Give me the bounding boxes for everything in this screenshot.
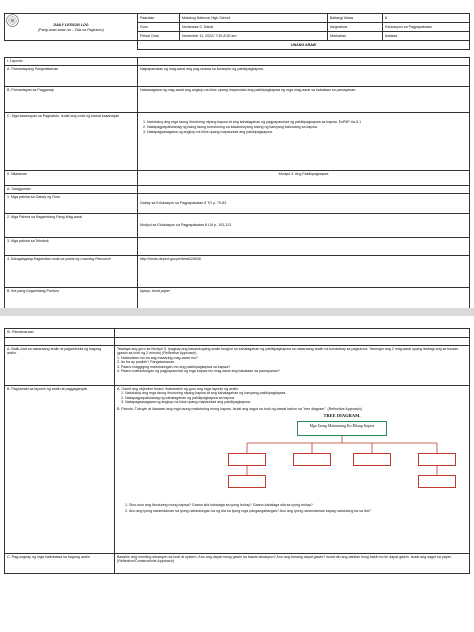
petsa-label: Petsa/ Oras bbox=[138, 32, 180, 41]
pamamaraan-empty bbox=[115, 329, 470, 338]
guro-label: Guro bbox=[138, 23, 180, 32]
markahan-label: Markahan bbox=[328, 32, 383, 41]
asignatura-value: Edukasyon sa Pagpapakatao bbox=[383, 23, 470, 32]
gabay-value: Gabay sa Edukasyon sa Pagpapakatao 8 TG p. 79-83 bbox=[138, 194, 470, 214]
teksbuk-label: 3. Mga pahina sa Teksbok bbox=[5, 238, 138, 256]
tree-box bbox=[228, 453, 266, 466]
log-title: DAILY LESSON LOG bbox=[53, 23, 89, 28]
page-one bbox=[0, 0, 474, 308]
page-gap bbox=[0, 308, 474, 316]
paaralan-label: Paaralan bbox=[138, 14, 180, 23]
spacer-right bbox=[115, 338, 470, 346]
layunin-item: 3. Nakapagsasagawa ng angkop na kilos upang mapaunlad ang pakikipagkapwa. bbox=[121, 400, 251, 405]
kagamitan-label: 2. Mga Pahina sa Kagamitang Pang-Mag-aaral bbox=[5, 214, 138, 238]
tree-diagram-title: TREE DIAGRAM. bbox=[323, 413, 361, 419]
baitang-value: 8 bbox=[383, 14, 470, 23]
balik-label: A. Balik-Aral sa nakaraang aralin at pagsisimula ng bagong aralin. bbox=[5, 346, 115, 386]
spacer-left bbox=[5, 338, 115, 346]
header-table bbox=[4, 13, 470, 50]
pagkatuto-list bbox=[140, 120, 467, 135]
pagkatuto-item: 2. Nakapagpapaliwanag ng isang taong tumutulong sa kasalukuyang tulong ng kaniyang kabuuang sa kapwa. bbox=[147, 125, 467, 129]
gabay-label: 1. Mga pahina sa Gabay ng Guro bbox=[5, 194, 138, 214]
tree-diagram-root: Mga Taong Maituturing Ko Bilang Kapwa bbox=[297, 421, 387, 436]
layunin-label: B. Paghahabi sa layunin ng aralin at paggaganyak bbox=[5, 386, 115, 554]
petsa-value: November 11, 2022/ 7:30-8:30 am bbox=[180, 32, 328, 41]
tree-box bbox=[418, 453, 456, 466]
balik-value: Tatalaya ang guro sa Modyul 5. Ipagsay ang kasalukuyang aralin tungkol sa kahalagahan ng pakikipagkapwa sa nakaraang aralin na tumalakay sa pagtutuos. Tanungin ang 2 mag-aaral upang ibahagi ang sa tuusan. (gawin sa loob ng 2 minuto) (Reflective Approach) bbox=[117, 347, 460, 356]
balik-item: 3. Paano maggiging maitutulungan mo ang pakikipagkapwa sa kapwa? bbox=[117, 364, 231, 369]
pagkatuto-list-cell bbox=[138, 113, 470, 171]
sanggunian-empty bbox=[138, 186, 470, 194]
pagganap-value: Naisasagawa ng mag-aaral ang angkop na kilos upang mapaunlad ang pakikipagkapwa ng mga mag-aaral sa kabataan sa pamayanan. bbox=[138, 87, 470, 113]
pagkatuto-item: 1. Natutukoy ang mga taong itinuturing niyang kapwa at ang kahalagahan ng pagpapaunlad ng pakikipagkapwa sa kapwa. EsP8P-IIa-5.1 bbox=[147, 120, 467, 124]
layunin-item: 2. Nakapagpapaliwanag ng kahalagahan ng pakikipagkapwa sa kapwa. bbox=[121, 395, 235, 400]
tree-diagram bbox=[217, 413, 467, 501]
kagamitan-value: Modyul sa Edukasyon sa Pagpapakatao 8 LM p. 103-113 bbox=[138, 214, 470, 238]
pagganap-label: B. Pamantayan sa Pagganap bbox=[5, 87, 138, 113]
nilalaman-label: II. Nilalaman bbox=[5, 171, 138, 186]
log-subtitle: (Pang-araw-araw na – Tala sa Pagtuturo) bbox=[38, 27, 104, 32]
layunin-cell bbox=[115, 386, 470, 554]
page-two bbox=[0, 316, 474, 632]
panuto-text: B. Panuto: Tukuyin at ilarawan ang mga taong maituturing mong kapwa. Isulat ang sagot sa loob ng bawat kahon sa "tree diagram". (Reflective Approach) bbox=[117, 406, 362, 411]
pamantayang-value: Naipapamalas ng mag-aaral ang pag-unawa sa konsepto ng pakikipagkapwa. bbox=[138, 66, 470, 87]
portal-value[interactable]: http://lrmds.deped.gov.ph/detail/26536 bbox=[138, 256, 470, 288]
pag-value: Basahin ang muniling situasyon sa loob at system. Ano ang dapat mong gawin sa bawat situasyon? Ano ang tamang dapat gawin? Isulat din ang dahilan kung bakit mo ito dapat gawin. Isulat ang sagot sa papel. (Reflective/Constructivist Approach) bbox=[115, 554, 470, 574]
layunin-empty bbox=[138, 58, 470, 66]
tree-box bbox=[228, 475, 266, 488]
layunin-intro: A. Gamit ang objective board, ibabasahin ng guro ang mga layunin ng aralin. bbox=[117, 387, 240, 391]
markahan-value: Ikalawa bbox=[383, 32, 470, 41]
paaralan-value: Malabog National High School bbox=[180, 14, 328, 23]
iba-label: B. Iba pang Kagamitang Panturo bbox=[5, 288, 138, 309]
balik-item: 4. Paano matulutungan ng pagpapaunlad ng mga kapwa mo mag-aaral ang kabataan sa pamayanan? bbox=[117, 369, 280, 374]
pagkatuto-item: 3. Nakapagsasagawa ng angkop na kilos upang mapaunlad ang pakikipagkapwa. bbox=[147, 130, 467, 134]
tanong-item: 1. Sino-sino ang itinuturing mong kapwa? Gaano sila kahalaga sa iyong buhay? Gaano kahalaga sila sa iyong buhay? bbox=[129, 503, 467, 507]
lesson-table-two bbox=[4, 328, 470, 574]
lesson-table-one bbox=[4, 57, 470, 309]
layunin-heading: I. Layunin bbox=[5, 58, 138, 66]
day-label: UNANG ARAW bbox=[138, 41, 470, 50]
tree-box bbox=[353, 453, 391, 466]
guro-value: Norlanesa S. Dabal bbox=[180, 23, 328, 32]
tree-box bbox=[418, 475, 456, 488]
pamamaraan-heading: III. Pamamaraan bbox=[5, 329, 115, 338]
pamantayang-label: A. Pamantayang Pangnilalaman bbox=[5, 66, 138, 87]
portal-label: 4. Karagdagang Kagamitan mula sa portal ng Learning Resource bbox=[5, 256, 138, 288]
teksbuk-empty bbox=[138, 238, 470, 256]
iba-value: laptop, bond paper bbox=[138, 288, 470, 309]
sanggunian-label: A. Sanggunian bbox=[5, 186, 138, 194]
layunin-item: 1. Natutukoy ang mga taong itinuturing niyang kapwa at ang kahalagahan ng kaniyang pakikipagkapwa. bbox=[121, 391, 287, 396]
pag-label: C. Pag-uugnay ng mga halimbawa sa bagong aralin bbox=[5, 554, 115, 574]
title-block bbox=[5, 14, 138, 41]
tanong-list bbox=[117, 503, 467, 513]
baitang-label: Baitang/ Antas bbox=[328, 14, 383, 23]
tanong-item: 2. Ano ang iyong naramdaman sa iyong natutulungan ka ng iba sa iyong mga pangangailangan? Ano ang iyong naramdaman kapag natutulong ka sa iba? bbox=[129, 509, 467, 513]
pagkatuto-label: C. Mga kasanayan sa Pagkatuto. Isulat ang code ng bawat kasanayan bbox=[5, 113, 138, 171]
balik-cell bbox=[115, 346, 470, 386]
nilalaman-value: Modyul 5. Ang Pakikipagkapwa bbox=[138, 171, 470, 186]
tree-box bbox=[293, 453, 331, 466]
balik-item: 1. Natandaan mo ba ang maaaring mag-aaral mo? bbox=[117, 355, 198, 360]
header-spacer bbox=[5, 41, 138, 50]
balik-item: 2. Ito ba ay posible? Pangatwiranan. bbox=[117, 360, 176, 365]
asignatura-label: Asignatura bbox=[328, 23, 383, 32]
